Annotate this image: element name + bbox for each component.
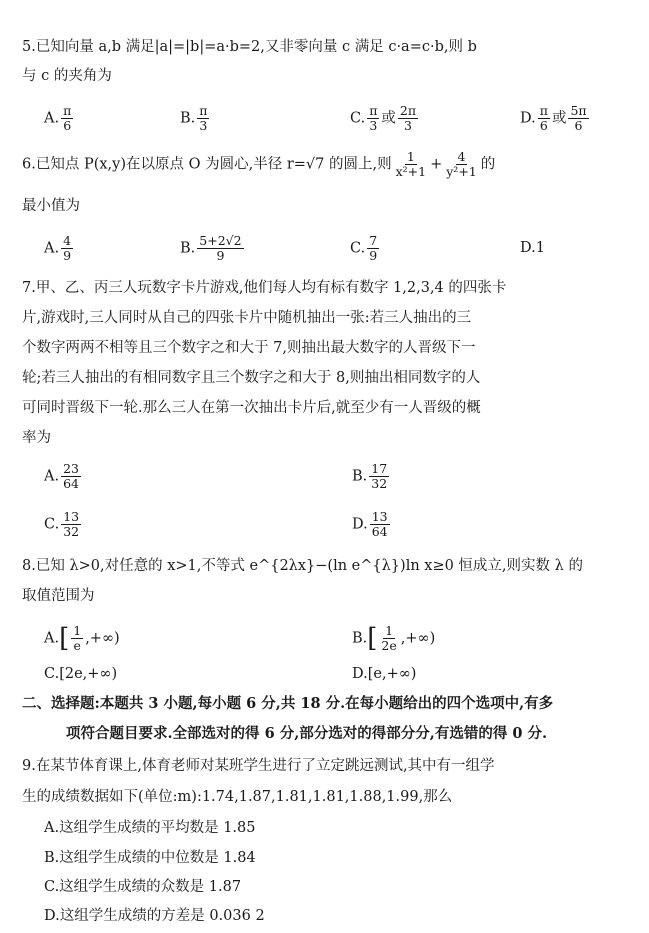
q7-option-a[interactable]: A. $\frac{23}{64}$ xyxy=(44,461,79,491)
q9-stem-line1: 9.在某节体育课上,体育老师对某班学生进行了立定跳远测试,其中有一组学 xyxy=(22,758,495,774)
q9-stem-line2: 生的成绩数据如下(单位:m):1.74,1.87,1.81,1.81,1.88,1.99,那么 xyxy=(22,789,453,805)
q7-stem-line1: 7.甲、乙、丙三人玩数字卡片游戏,他们每人均有标有数字 1,2,3,4 的四张卡 xyxy=(22,280,507,296)
q5-stem-line1: 5.已知向量 a,b 满足|a|=|b|=a·b=2,又非零向量 c 满足 c·a=c·b,则 b xyxy=(22,39,477,55)
q7-option-d[interactable]: D. $\frac{13}{64}$ xyxy=(352,509,388,539)
q7-stem-line5: 可同时晋级下一轮.那么三人在第一次抽出卡片后,就至少有一人晋级的概 xyxy=(22,400,481,416)
q6-option-a[interactable]: A. $\frac{4}{9}$ xyxy=(44,233,72,263)
q9-option-d[interactable]: D.这组学生成绩的方差是 0.036 2 xyxy=(44,908,265,924)
q5-option-d[interactable]: D. $\frac{\pi}{6}$ 或 $\frac{5\pi}{6}$ xyxy=(520,103,587,133)
q8-option-b[interactable]: B.[ $\frac{1}{2e}$ ,+∞) xyxy=(352,623,436,654)
q8-stem-line1: 8.已知 λ>0,对任意的 x>1,不等式 e^{2λx}−(ln e^{λ})ln x≥0 恒成立,则实数 λ 的 xyxy=(22,558,583,574)
q7-option-b[interactable]: B. $\frac{17}{32}$ xyxy=(352,461,388,491)
q6-stem-line2: 最小值为 xyxy=(22,198,80,214)
q8-option-a[interactable]: A.[ $\frac{1}{e}$ ,+∞) xyxy=(44,623,120,654)
q7-stem-line3: 个数字两两不相等且三个数字之和大于 7,则抽出最大数字的人晋级下一 xyxy=(22,340,476,356)
q5-stem-line2: 与 c 的夹角为 xyxy=(22,68,112,84)
q9-option-a[interactable]: A.这组学生成绩的平均数是 1.85 xyxy=(44,820,256,836)
q9-option-b[interactable]: B.这组学生成绩的中位数是 1.84 xyxy=(44,850,256,866)
q6-option-c[interactable]: C. $\frac{7}{9}$ xyxy=(350,233,378,263)
q8-stem-line2: 取值范围为 xyxy=(22,588,95,604)
q7-stem-line6: 率为 xyxy=(22,430,51,446)
q7-stem-line4: 轮;若三人抽出的有相同数字且三个数字之和大于 8,则抽出相同数字的人 xyxy=(22,370,481,386)
q5-option-a[interactable]: A. $\frac{\pi}{6}$ xyxy=(44,103,72,133)
section2-heading-line2: 项符合题目要求.全部选对的得 6 分,部分选对的得部分分,有选错的得 0 分. xyxy=(66,725,548,742)
q6-stem-line1: 6.已知点 P(x,y)在以原点 O 为圆心,半径 r=√7 的圆上,则 $\frac{1}{\text{x²+1}}$ + $\frac{4}{\text{y²+1}}$ 的 xyxy=(22,149,496,179)
section2-heading-line1: 二、选择题:本题共 3 小题,每小题 6 分,共 18 分.在每小题给出的四个选项中,有多 xyxy=(22,695,554,712)
q7-option-c[interactable]: C. $\frac{13}{32}$ xyxy=(44,509,80,539)
q8-option-d[interactable]: D.[e,+∞) xyxy=(352,666,417,682)
q7-stem-line2: 片,游戏时,三人同时从自己的四张卡片中随机抽出一张:若三人抽出的三 xyxy=(22,310,472,326)
q6-option-d[interactable]: D.1 xyxy=(520,240,545,256)
q9-option-c[interactable]: C.这组学生成绩的众数是 1.87 xyxy=(44,879,242,895)
q8-option-c[interactable]: C.[2e,+∞) xyxy=(44,666,118,682)
q5-option-c[interactable]: C. $\frac{\pi}{3}$ 或 $\frac{2\pi}{3}$ xyxy=(350,103,417,133)
q5-option-b[interactable]: B. $\frac{\pi}{3}$ xyxy=(180,103,208,133)
q6-option-b[interactable]: B. $\frac{5+2√2}{9}$ xyxy=(180,233,242,263)
